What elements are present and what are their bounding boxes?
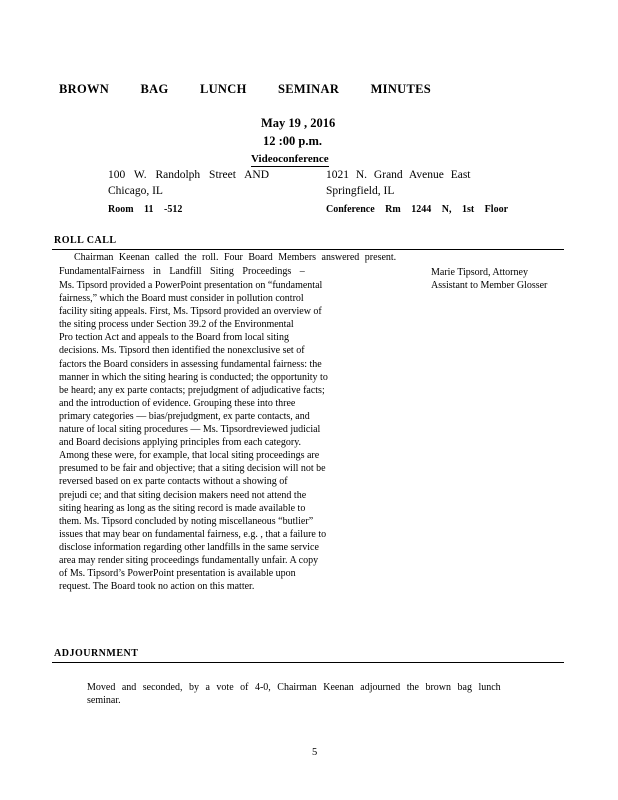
roll-call-intro: Chairman Keenan called the roll. Four Board Members answered present.	[74, 252, 397, 263]
summary-line: of Ms. Tipsord’s PowerPoint presentation is available upon	[59, 568, 296, 580]
summary-line: and Board decisions applying principles from each category.	[59, 437, 302, 449]
presenter-note: Marie Tipsord, Attorney Assistant to Member Glosser	[431, 267, 548, 292]
page-number: 5	[312, 747, 318, 758]
summary-line: facility siting appeals. First, Ms. Tipsord provided an overview of	[59, 306, 322, 318]
summary-line: disclose information regarding other landfills in the same service	[59, 541, 319, 553]
agenda-topic: FundamentalFairness in Landfill Siting Proceedings –	[59, 266, 305, 277]
page-title: BROWN BAG LUNCH SEMINAR MINUTES	[59, 82, 432, 96]
meeting-format: Videoconference	[251, 153, 329, 165]
meeting-date: May 19 , 2016	[261, 116, 336, 130]
section-divider	[52, 662, 564, 663]
summary-line: presumed to be fair and objective; that a siting decision will not be	[59, 463, 326, 475]
summary-line: decisions. Ms. Tipsord then identified the nonexclusive set of	[59, 345, 305, 357]
summary-line: reversed based on ex parte contacts without a showing of	[59, 476, 288, 488]
presentation-summary	[59, 279, 328, 593]
summary-line: Among these were, for example, that local siting proceedings are	[59, 450, 320, 462]
summary-line: prejudi ce; and that siting decision makers need not attend the	[59, 489, 307, 501]
summary-line: them. Ms. Tipsord concluded by noting miscellaneous “butlier”	[59, 515, 314, 527]
summary-line: siting hearing as long as the siting record is made available to	[59, 502, 306, 514]
adjournment-heading: ADJOURNMENT	[54, 648, 139, 659]
summary-line: area may render siting proceedings fundamentally unfair. A copy	[59, 554, 319, 566]
summary-line: issues that may bear on fundamental fairness, e.g. , that a failure to	[59, 528, 327, 540]
summary-line: primary categories — bias/prejudgment, ex parte contacts, and	[59, 410, 310, 422]
summary-line: and the introduction of evidence. Grouping these into three	[59, 397, 296, 409]
summary-line: the siting process under Section 39.2 of the Environmental	[59, 319, 294, 331]
springfield-address: 1021 N. Grand Avenue East	[326, 169, 471, 181]
summary-line: be heard; any ex parte contacts; prejudgment of adjudicative facts;	[59, 384, 325, 396]
chicago-city: Chicago, IL	[108, 185, 163, 197]
summary-line: fairness,” which the Board must consider in pollution control	[59, 293, 304, 305]
meeting-time: 12 :00 p.m.	[263, 134, 323, 148]
summary-line: factors the Board considers in assessing fundamental fairness: the	[59, 358, 322, 370]
springfield-city: Springfield, IL	[326, 185, 395, 197]
section-divider	[52, 249, 564, 250]
adjournment-line: seminar.	[87, 695, 121, 707]
chicago-room: Room 11 -512	[108, 204, 183, 215]
chicago-address: 100 W. Randolph Street AND	[108, 169, 270, 181]
summary-line: Ms. Tipsord provided a PowerPoint presentation on “fundamental	[59, 280, 323, 291]
roll-call-heading: ROLL CALL	[54, 235, 117, 246]
summary-line: manner in which the siting hearing is conducted; the opportunity to	[59, 371, 328, 383]
summary-line: nature of local siting procedures — Ms. Tipsordreviewed judicial	[59, 424, 321, 436]
adjournment-line: Moved and seconded, by a vote of 4-0, Chairman Keenan adjourned the brown bag lunch	[87, 682, 501, 693]
adjournment-text	[87, 681, 501, 707]
springfield-room: Conference Rm 1244 N, 1st Floor	[326, 204, 509, 215]
summary-line: request. The Board took no action on this matter.	[59, 581, 255, 593]
summary-line: Pro tection Act and appeals to the Board from local siting	[59, 332, 289, 344]
